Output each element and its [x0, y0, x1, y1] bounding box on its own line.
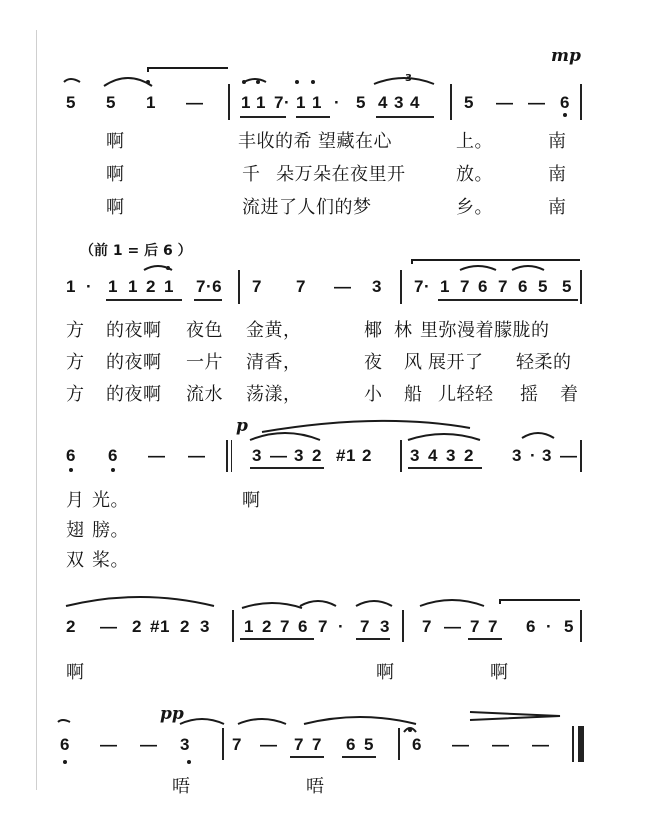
underline: [296, 116, 330, 118]
note: 5: [356, 93, 366, 112]
note: 4: [378, 93, 388, 112]
barline: [222, 728, 224, 760]
phrase-bracket: [500, 600, 580, 604]
note: 3: [394, 93, 404, 112]
underline: [194, 299, 222, 301]
slur-mark: [250, 433, 320, 440]
barline: [400, 440, 402, 472]
slur-mark: [66, 597, 214, 606]
repeat-barline: [226, 440, 228, 472]
repeat-barline: [231, 440, 232, 472]
barline: [450, 84, 452, 120]
slur-mark: [304, 717, 416, 724]
slur-mark: [104, 78, 152, 86]
slur-mark: [242, 603, 302, 608]
note: 1: [312, 93, 322, 112]
slur-mark: [512, 266, 544, 270]
dynamic-pp: pp: [160, 704, 184, 724]
barline: [580, 440, 582, 472]
slur-mark: [180, 719, 224, 724]
tie-mark: [58, 720, 70, 722]
slur-mark: [144, 266, 172, 270]
slur-mark: [460, 266, 496, 270]
barline: [238, 270, 240, 304]
barline: [580, 84, 582, 120]
key-change-instruction: （前 1 = 后 6 ）: [80, 243, 192, 259]
barline: [580, 270, 582, 304]
underline: [356, 638, 390, 640]
underline: [106, 299, 182, 301]
barline: [232, 610, 234, 642]
note: 1: [296, 93, 306, 112]
final-barline-thick: [578, 726, 584, 762]
dot: ·: [334, 93, 341, 112]
note: 7·: [274, 93, 291, 112]
final-barline-thin: [572, 726, 574, 762]
page-margin-line: [36, 30, 37, 790]
underline: [290, 756, 324, 758]
note: 5: [106, 93, 116, 112]
note: 4: [410, 93, 420, 112]
barline: [398, 728, 400, 760]
slur-mark: [244, 79, 266, 82]
note: 5: [464, 93, 474, 112]
barline: [580, 610, 582, 642]
slur-mark: [262, 421, 470, 432]
dash: —: [528, 93, 546, 112]
note: 6: [560, 93, 570, 112]
barline: [402, 610, 404, 642]
tie-mark: [64, 79, 80, 82]
underline: [468, 638, 502, 640]
underline: [376, 116, 434, 118]
slur-mark: [374, 78, 434, 84]
slur-mark: [356, 601, 392, 606]
phrase-bracket: [148, 68, 228, 72]
barline: [228, 84, 230, 120]
dynamic-mp: mp: [551, 46, 581, 66]
dynamic-p: p: [236, 416, 248, 436]
fermata-arc: [404, 728, 416, 732]
underline: [342, 756, 376, 758]
diminuendo-hairpin: [470, 712, 560, 720]
note: 1: [256, 93, 266, 112]
underline: [240, 638, 314, 640]
phrase-bracket: [412, 260, 580, 264]
underline: [240, 116, 286, 118]
note: 1: [146, 93, 156, 112]
slur-mark: [420, 600, 484, 606]
barline: [400, 270, 402, 304]
underline: [438, 299, 578, 301]
dash: —: [496, 93, 514, 112]
slur-mark: [238, 719, 286, 724]
triplet-mark: 3: [405, 73, 412, 84]
slur-mark: [408, 434, 480, 440]
slur-mark: [522, 433, 554, 438]
dash: —: [186, 93, 204, 112]
slur-mark: [300, 601, 336, 606]
underline: [408, 467, 482, 469]
underline: [250, 467, 324, 469]
note: 5: [66, 93, 76, 112]
note: 1: [241, 93, 251, 112]
score-page: mp 5 5 1 — 1 1 7· 1 1 · 5 4 3 4 5 — — 6 3 啊 丰收的希 望藏在心 上。 南 啊 千 朵万朵在夜里开 放。 南 啊 流进了人们的梦 乡。 南 （前 1 = 后 6 ） 1 · 1 1 2 1 7·6 7 7 — 3 7· 1 7 6 7 6 5 5 方 的夜啊 夜色 金黄， 椰 林 里弥漫着朦胧的 方 的夜啊 一片 清香， 夜 风 展开了 轻柔的 方 的夜啊 流水 荡漾， 小 船 儿轻轻 摇 着 p 6 6 — — 3 — 3 2 #1 2 3 4 3 2 3 · 3 — 月 光。 啊 翅 膀。 双 桨。 2 — 2 #1 2 3 1 2 7 6 7 · 7 3 7 — 7 7 6 · 5 啊 啊 啊 pp 6 — — 3 7 — 7 7 6 5 6 — — — 唔 唔: [0, 0, 658, 821]
